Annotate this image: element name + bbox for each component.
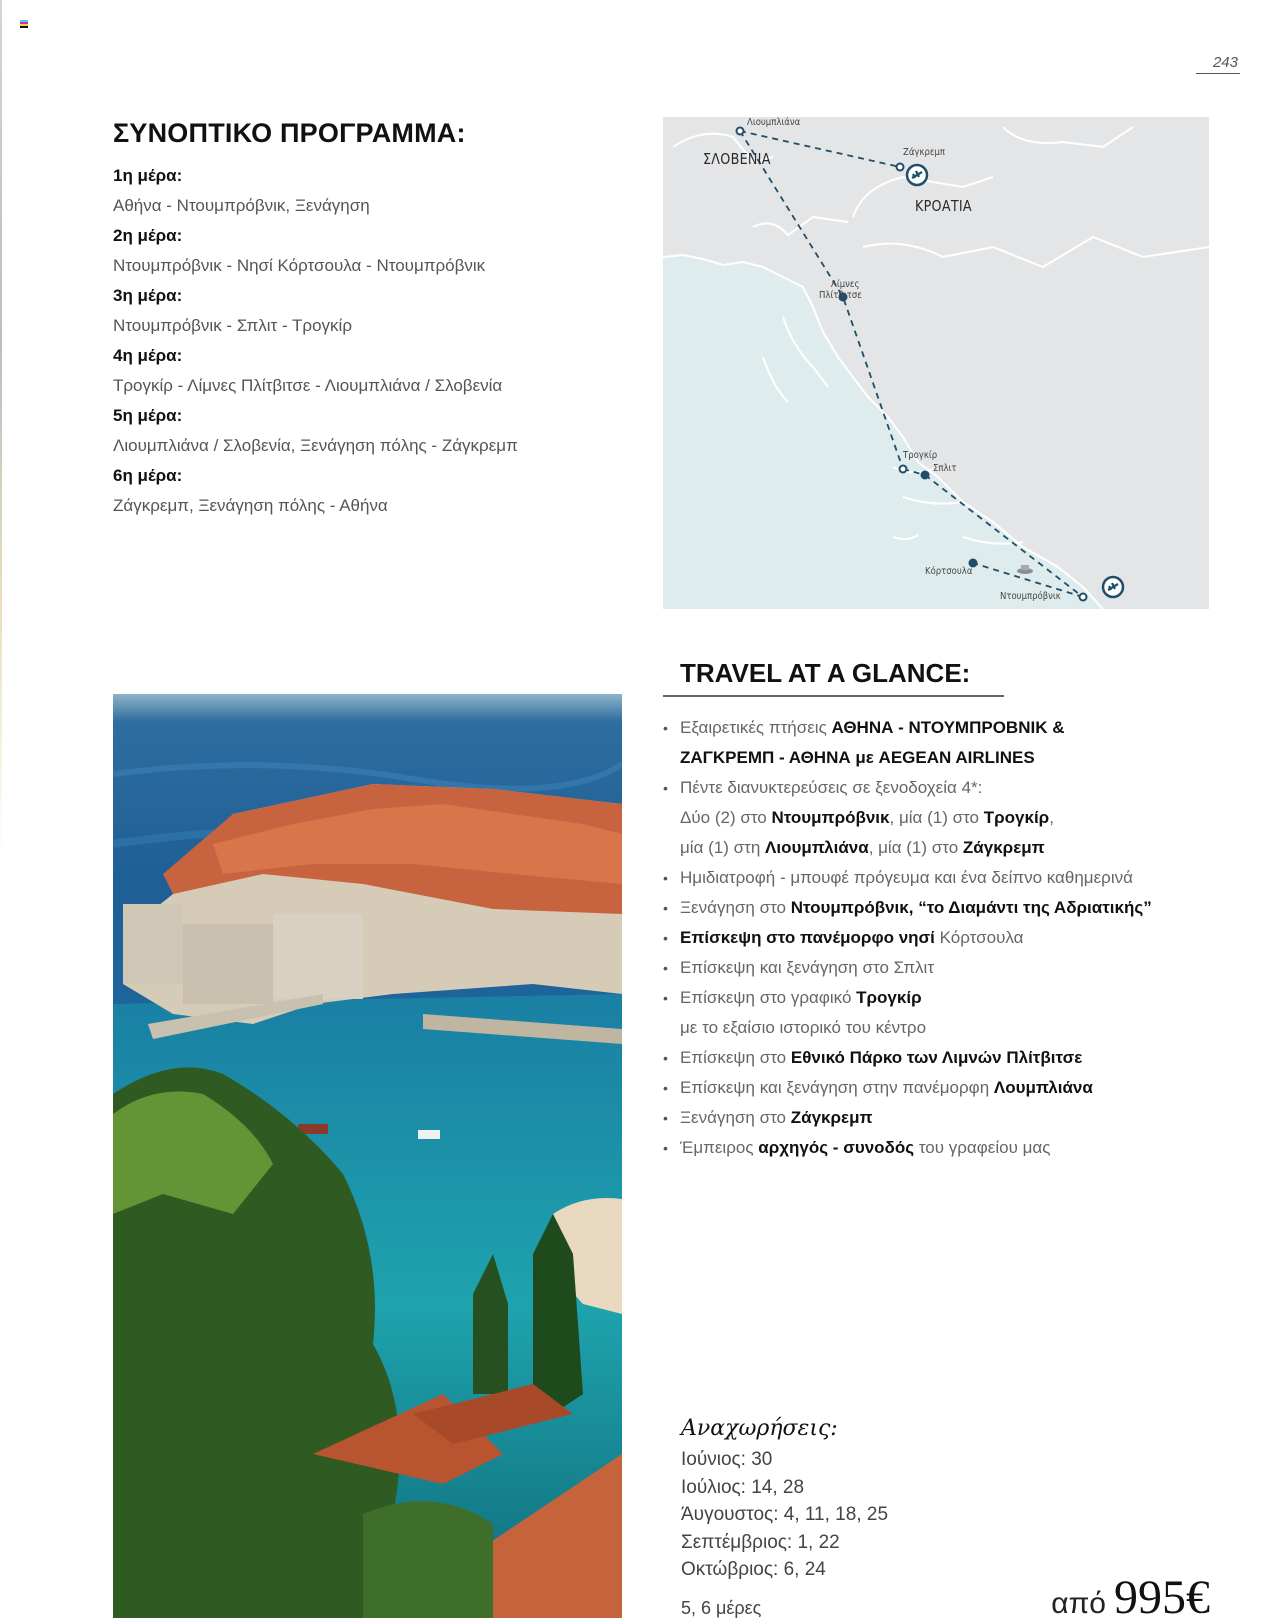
glance-item [663,713,1223,773]
glance-item-line: Επίσκεψη και ξενάγηση στην πανέμορφη Λουμπλιάνα [680,1078,1093,1097]
itinerary-section [113,118,613,521]
glance-item [663,1073,1223,1103]
day-label: 3η μέρα: [113,286,183,305]
page-edge [0,0,2,860]
glance-item-line: Δύο (2) στο Ντουμπρόβνικ, μία (1) στο Τρογκίρ, [680,808,1054,827]
glance-item [663,1133,1223,1163]
day-label: 1η μέρα: [113,166,183,185]
country-label-slovenia: ΣΛΟΒΕΝΙΑ [703,150,771,168]
page-number: 243 [1212,54,1238,71]
ljubljana-marker [737,128,744,135]
day-label: 2η μέρα: [113,226,183,245]
bullet-icon: • [663,720,668,736]
day-description: Ζάγκρεμπ, Ξενάγηση πόλης - Αθήνα [113,496,388,515]
departure-row: Σεπτέμβριος: 1, 22 [681,1531,840,1553]
bullet-icon: • [663,900,668,916]
city-label-zagreb: Ζάγκρεμπ [903,147,945,158]
bullet-icon: • [663,990,668,1006]
zagreb-marker [897,164,904,171]
glance-item-line: Έμπειρος αρχηγός - συνοδός του γραφείου μας [680,1138,1051,1157]
glance-item [663,983,1223,1043]
dubrovnik-photo [113,694,622,1618]
city-label-korcula: Κόρτσουλα [925,566,973,577]
airport-dubrovnik-icon [1103,577,1123,597]
departures-section [681,1414,1041,1584]
glance-item [663,1043,1223,1073]
departure-row: Οκτώβριος: 6, 24 [681,1559,826,1580]
trogir-marker [900,466,907,473]
day-label: 5η μέρα: [113,406,183,425]
bullet-icon: • [663,1140,668,1156]
city-label-trogir: Τρογκίρ [903,450,938,461]
map-graphic [663,117,1209,609]
glance-item [663,863,1223,893]
day-description: Αθήνα - Ντουμπρόβνικ, Ξενάγηση [113,196,370,215]
glance-item-line: Εξαιρετικές πτήσεις ΑΘΗΝΑ - ΝΤΟΥΜΠΡΟΒΝΙΚ & [680,718,1065,737]
glance-item [663,953,1223,983]
bullet-icon: • [663,1110,668,1126]
price-prefix: από [1051,1587,1106,1620]
itinerary-title: ΣΥΝΟΠΤΙΚΟ ΠΡΟΓΡΑΜΜΑ: [113,118,466,148]
glance-title: TRAVEL AT A GLANCE: [680,658,971,688]
glance-item-line: Ξενάγηση στο Ντουμπρόβνικ, “το Διαμάντι της Αδριατικής” [680,898,1152,917]
glance-item-line: Επίσκεψη και ξενάγηση στο Σπλιτ [680,958,935,977]
page-number-underline [1196,73,1240,74]
city-label-plitvice-2: Πλίτβιτσε [819,290,862,301]
bullet-icon: • [663,1080,668,1096]
glance-list [663,713,1223,1163]
glance-item-line: με το εξαίσιο ιστορικό του κέντρο [680,1018,927,1037]
route-map [663,117,1209,609]
day-description: Λιουμπλιάνα / Σλοβενία, Ξενάγηση πόλης - Ζάγκρεμπ [113,436,518,455]
travel-at-a-glance [663,655,1223,1163]
glance-item [663,1103,1223,1133]
departures-title: Αναχωρήσεις: [681,1416,838,1441]
city-label-plitvice-1: Λίμνες [831,279,860,290]
print-color-bar [20,20,28,28]
glance-title-underline [663,695,1004,697]
departure-row: Ιούνιος: 30 [681,1449,773,1470]
country-label-croatia: ΚΡΟΑΤΙΑ [915,197,972,215]
ferry-icon [1017,565,1033,574]
day-label: 6η μέρα: [113,466,183,485]
glance-item-line: Ξενάγηση στο Ζάγκρεμπ [680,1108,873,1127]
glance-item-line: Ημιδιατροφή - μπουφέ πρόγευμα και ένα δείπνο καθημερινά [680,868,1133,887]
glance-item-line: Επίσκεψη στο πανέμορφο νησί Κόρτσουλα [680,928,1024,947]
bullet-icon: • [663,870,668,886]
glance-item [663,773,1223,863]
glance-item-line: Πέντε διανυκτερεύσεις σε ξενοδοχεία 4*: [680,778,983,797]
dubrovnik-marker [1080,594,1087,601]
glance-item-line: Επίσκεψη στο γραφικό Τρογκίρ [680,988,922,1007]
glance-item [663,893,1223,923]
day-description: Ντουμπρόβνικ - Νησί Κόρτσουλα - Ντουμπρόβνικ [113,256,486,275]
glance-item-line: μία (1) στη Λιουμπλιάνα, μία (1) στο Ζάγκρεμπ [680,838,1045,857]
bullet-icon: • [663,930,668,946]
bullet-icon: • [663,960,668,976]
price-tag [1051,1570,1210,1624]
split-marker [921,471,930,480]
city-label-ljubljana: Λιουμπλιάνα [747,117,801,128]
glance-item [663,923,1223,953]
city-label-split: Σπλιτ [933,463,957,474]
airport-zagreb-icon [907,165,927,185]
departure-row: Άυγουστος: 4, 11, 18, 25 [681,1504,889,1525]
price-amount: 995€ [1114,1571,1210,1624]
bullet-icon: • [663,1050,668,1066]
departure-row: Ιούλιος: 14, 28 [681,1476,805,1498]
glance-item-line: ΖΑΓΚΡΕΜΠ - ΑΘΗΝΑ με AEGEAN AIRLINES [680,748,1035,767]
itinerary-days [113,161,613,521]
bullet-icon: • [663,780,668,796]
city-label-dubrovnik: Ντουμπρόβνικ [1000,591,1061,602]
day-description: Ντουμπρόβνικ - Σπλιτ - Τρογκίρ [113,316,352,335]
day-description: Τρογκίρ - Λίμνες Πλίτβιτσε - Λιουμπλιάνα / Σλοβενία [113,376,503,395]
glance-item-line: Επίσκεψη στο Εθνικό Πάρκο των Λιμνών Πλίτβιτσε [680,1048,1083,1067]
day-label: 4η μέρα: [113,346,183,365]
trip-duration: 5, 6 μέρες [681,1598,762,1618]
